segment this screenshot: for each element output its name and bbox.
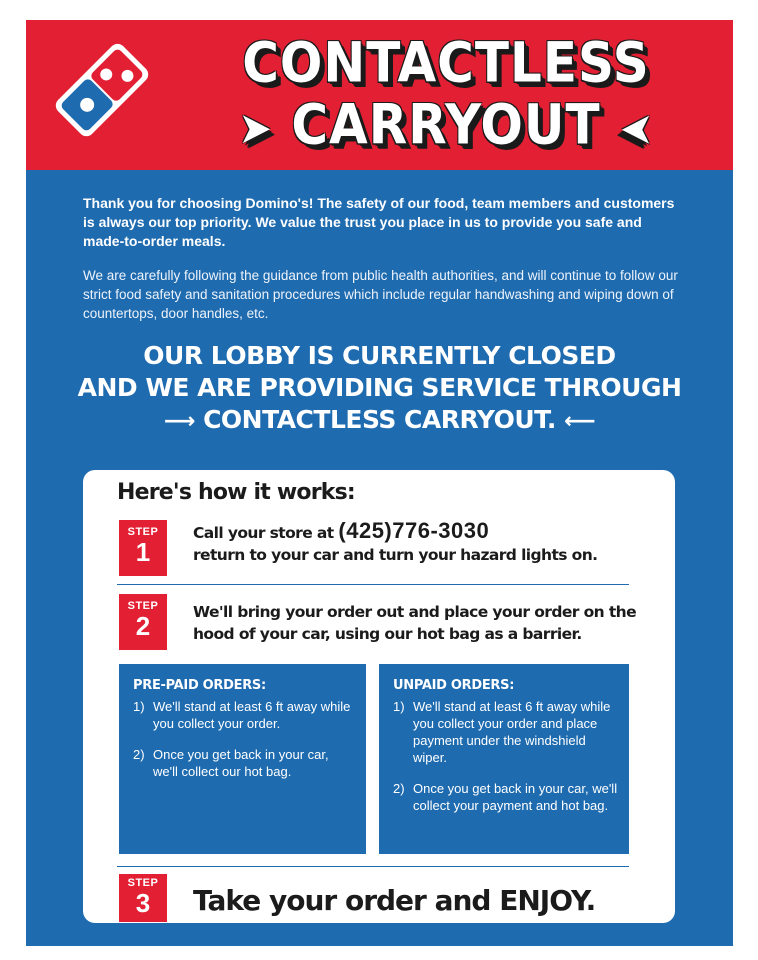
main-body xyxy=(26,170,733,946)
step-word: STEP xyxy=(127,600,159,612)
item-text: Once you get back in your car, we'll collect your payment and hot bag. xyxy=(413,781,618,813)
step-number: 3 xyxy=(135,888,151,918)
dominos-logo-icon xyxy=(50,38,154,142)
lobby-notice xyxy=(46,340,713,438)
arrow-left-icon: ⟵ xyxy=(564,409,596,434)
item-number: 1) xyxy=(393,699,405,714)
unpaid-title: UNPAID ORDERS: xyxy=(393,678,515,693)
divider xyxy=(117,866,629,867)
title-carryout: CARRYOUT xyxy=(291,93,601,157)
unpaid-orders-box xyxy=(379,664,629,854)
safety-paragraph: We are carefully following the guidance from public health authorities, and will continue to follow our strict food safety and sanitation procedures which include regular handwashing and wiping down of countertops, door handles, etc. xyxy=(83,268,678,321)
step-word: STEP xyxy=(127,526,159,538)
item-text: Once you get back in your car, we'll collect our hot bag. xyxy=(153,747,329,779)
item-number: 1) xyxy=(133,699,145,714)
step-2-line-2: hood of your car, using our hot bag as a barrier. xyxy=(193,625,582,643)
title-line-2 xyxy=(176,93,716,157)
step-1-text xyxy=(193,520,633,566)
step-3-text: Take your order and ENJOY. xyxy=(193,884,596,917)
divider xyxy=(117,584,629,585)
lobby-line-3: CONTACTLESS CARRYOUT. xyxy=(203,405,556,434)
header-banner xyxy=(26,20,733,170)
arrow-right-icon: ⟶ xyxy=(163,409,195,434)
item-text: We'll stand at least 6 ft away while you collect your order and place payment under the windshield wiper. xyxy=(413,699,611,765)
step-2-text xyxy=(193,601,653,645)
lobby-line-1: OUR LOBBY IS CURRENTLY CLOSED xyxy=(143,341,616,370)
step-1-return: return to your car and turn your hazard lights on. xyxy=(193,546,598,564)
step-1-call: Call your store at xyxy=(193,524,334,542)
step-2-line-1: We'll bring your order out and place your order on the xyxy=(193,603,637,621)
prepaid-orders-box xyxy=(119,664,366,854)
item-number: 2) xyxy=(133,747,145,762)
step-number: 1 xyxy=(135,537,151,567)
prepaid-title: PRE-PAID ORDERS: xyxy=(133,678,266,693)
step-3-badge xyxy=(119,874,167,922)
prepaid-list xyxy=(119,698,366,794)
step-word: STEP xyxy=(127,877,159,889)
unpaid-list xyxy=(379,698,629,828)
how-it-works-card xyxy=(83,470,675,923)
arrow-left-icon: ➤ xyxy=(619,103,654,155)
lobby-line-2: AND WE ARE PROVIDING SERVICE THROUGH xyxy=(77,373,682,402)
lobby-line-3-row xyxy=(46,404,713,438)
arrow-right-icon: ➤ xyxy=(238,103,273,155)
list-item xyxy=(393,698,619,766)
how-heading: Here's how it works: xyxy=(117,480,355,505)
item-text: We'll stand at least 6 ft away while you collect your order. xyxy=(153,699,351,731)
list-item xyxy=(133,746,356,780)
title-line-1: CONTACTLESS xyxy=(242,31,650,95)
store-phone-number: (425)776-3030 xyxy=(338,518,490,543)
intro-paragraph: Thank you for choosing Domino's! The safety of our food, team members and customers is always our top priority. We value the trust you place in us to provide you safe and made-to-order meals. xyxy=(83,195,675,249)
poster xyxy=(26,20,733,946)
step-2-badge xyxy=(119,594,167,650)
step-number: 2 xyxy=(135,611,151,641)
list-item xyxy=(393,780,619,814)
list-item xyxy=(133,698,356,732)
item-number: 2) xyxy=(393,781,405,796)
step-1-badge xyxy=(119,520,167,576)
